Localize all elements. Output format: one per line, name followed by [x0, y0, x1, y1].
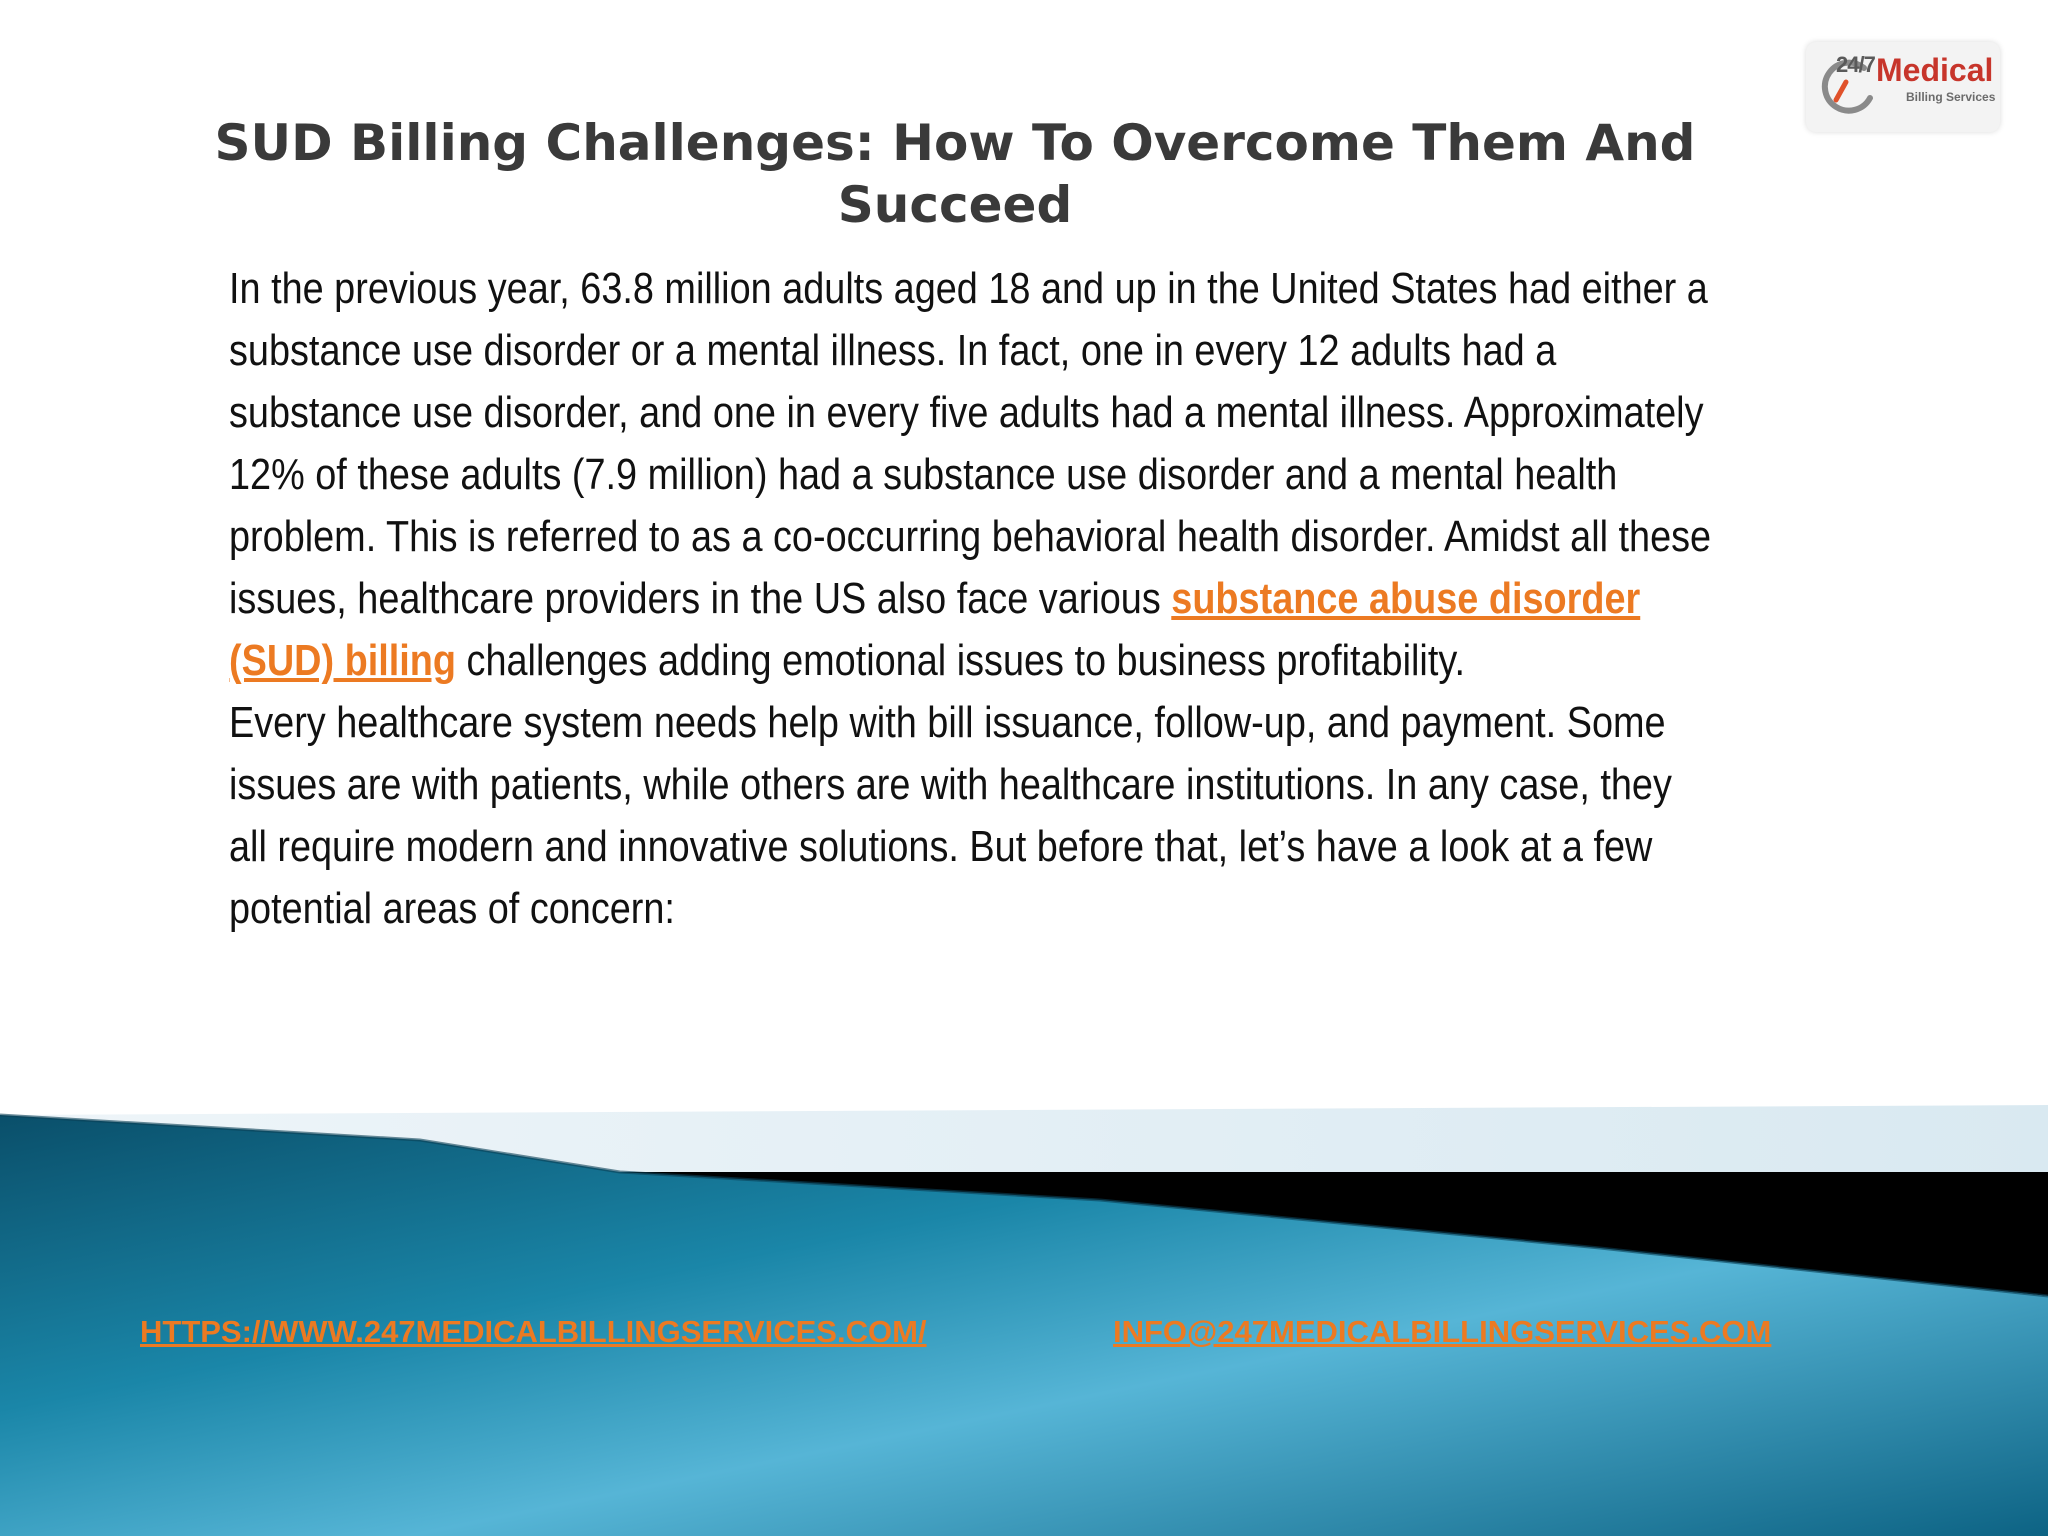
- text-line: challenges adding emotional issues to business profitability.: [456, 636, 1465, 685]
- link-text-line-2[interactable]: (SUD) billing: [229, 636, 457, 685]
- text-line: problem. This is referred to as a co-occurring behavioral health disorder. Amidst all these: [229, 512, 1712, 561]
- logo-name: Medical: [1876, 52, 1994, 88]
- text-line: substance use disorder, and one in every five adults had a mental illness. Approximately: [229, 388, 1704, 437]
- title-line-1: SUD Billing Challenges: How To Overcome Them And: [214, 114, 1696, 172]
- text-line: all require modern and innovative solutions. But before that, let’s have a look at a few: [229, 822, 1653, 871]
- body-text: [229, 258, 1712, 940]
- website-link[interactable]: HTTPS://WWW.247MEDICALBILLINGSERVICES.COM/: [140, 1314, 927, 1349]
- text-line: In the previous year, 63.8 million adults aged 18 and up in the United States had either a: [229, 264, 1708, 313]
- text-line: issues are with patients, while others are with healthcare institutions. In any case, they: [229, 760, 1672, 809]
- company-logo: [1806, 42, 2000, 132]
- text-line: 12% of these adults (7.9 million) had a substance use disorder and a mental health: [229, 450, 1618, 499]
- logo-number: 24/7: [1836, 52, 1875, 77]
- slide-title: [200, 112, 1710, 236]
- text-line: substance use disorder or a mental illness. In fact, one in every 12 adults had a: [229, 326, 1557, 375]
- text-line: Every healthcare system needs help with bill issuance, follow-up, and payment. Some: [229, 698, 1666, 747]
- email-link[interactable]: INFO@247MEDICALBILLINGSERVICES.COM: [1113, 1314, 1772, 1349]
- title-line-2: Succeed: [837, 176, 1073, 234]
- logo-tagline: Billing Services: [1906, 90, 1996, 104]
- text-line: issues, healthcare providers in the US also face various: [229, 574, 1172, 623]
- link-text-line-1[interactable]: substance abuse disorder: [1171, 574, 1641, 623]
- text-line: potential areas of concern:: [229, 884, 675, 933]
- paragraph-1: [229, 258, 1712, 692]
- paragraph-2: [229, 692, 1672, 940]
